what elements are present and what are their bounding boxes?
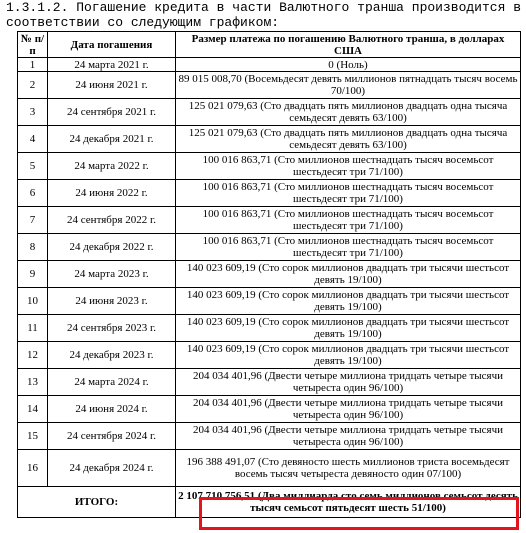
row-num: 6 — [18, 180, 48, 207]
row-num: 13 — [18, 369, 48, 396]
row-amount: 204 034 401,96 (Двести четыре миллиона тридцать четыре тысячи четыреста один 96/100) — [176, 396, 521, 423]
row-amount: 0 (Ноль) — [176, 58, 521, 72]
row-date: 24 декабря 2022 г. — [48, 234, 176, 261]
table-row — [18, 99, 521, 126]
row-date: 24 сентября 2021 г. — [48, 99, 176, 126]
row-date: 24 декабря 2023 г. — [48, 342, 176, 369]
table-header-row — [18, 32, 521, 58]
row-num: 11 — [18, 315, 48, 342]
row-date: 24 июня 2022 г. — [48, 180, 176, 207]
row-amount: 140 023 609,19 (Сто сорок миллионов двадцать три тысячи шестьсот девять 19/100) — [176, 261, 521, 288]
row-date: 24 марта 2021 г. — [48, 58, 176, 72]
row-date: 24 июня 2021 г. — [48, 72, 176, 99]
row-num: 1 — [18, 58, 48, 72]
repayment-schedule-table — [17, 31, 521, 518]
row-amount: 125 021 079,63 (Сто двадцать пять миллионов двадцать одна тысяча семьдесят девять 63/100) — [176, 99, 521, 126]
row-date: 24 июня 2024 г. — [48, 396, 176, 423]
table-row — [18, 450, 521, 487]
total-label: ИТОГО: — [18, 487, 176, 518]
intro-paragraph — [6, 0, 521, 30]
table-row — [18, 207, 521, 234]
table-row — [18, 72, 521, 99]
table-row — [18, 315, 521, 342]
table-row — [18, 261, 521, 288]
row-date: 24 марта 2022 г. — [48, 153, 176, 180]
table-row — [18, 423, 521, 450]
table-row — [18, 234, 521, 261]
row-num: 3 — [18, 99, 48, 126]
row-amount: 100 016 863,71 (Сто миллионов шестнадцать тысяч восемьсот шестьдесят три 71/100) — [176, 234, 521, 261]
row-num: 4 — [18, 126, 48, 153]
total-amount: 2 107 710 756,51 (Два миллиарда сто семь миллионов семьсот десять тысяч семьсот пятьдесят шесть 51/100) — [176, 487, 521, 518]
header-num: № п/п — [18, 32, 48, 58]
row-num: 10 — [18, 288, 48, 315]
row-num: 14 — [18, 396, 48, 423]
row-amount: 100 016 863,71 (Сто миллионов шестнадцать тысяч восемьсот шестьдесят три 71/100) — [176, 180, 521, 207]
table-row — [18, 153, 521, 180]
row-date: 24 июня 2023 г. — [48, 288, 176, 315]
row-date: 24 сентября 2023 г. — [48, 315, 176, 342]
row-amount: 204 034 401,96 (Двести четыре миллиона тридцать четыре тысячи четыреста один 96/100) — [176, 369, 521, 396]
table-body — [18, 58, 521, 487]
row-date: 24 декабря 2021 г. — [48, 126, 176, 153]
intro-line-1: 1.3.1.2. Погашение кредита в части Валютного транша производится в — [6, 0, 521, 15]
row-amount: 89 015 008,70 (Восемьдесят девять миллионов пятнадцать тысяч восемь 70/100) — [176, 72, 521, 99]
row-num: 7 — [18, 207, 48, 234]
row-date: 24 сентября 2024 г. — [48, 423, 176, 450]
row-amount: 140 023 609,19 (Сто сорок миллионов двадцать три тысячи шестьсот девять 19/100) — [176, 288, 521, 315]
table-row — [18, 342, 521, 369]
total-row — [18, 487, 521, 518]
row-date: 24 декабря 2024 г. — [48, 450, 176, 487]
row-amount: 125 021 079,63 (Сто двадцать пять миллионов двадцать одна тысяча семьдесят девять 63/100) — [176, 126, 521, 153]
row-num: 8 — [18, 234, 48, 261]
row-date: 24 марта 2024 г. — [48, 369, 176, 396]
table-row — [18, 126, 521, 153]
row-num: 5 — [18, 153, 48, 180]
header-date: Дата погашения — [48, 32, 176, 58]
row-date: 24 марта 2023 г. — [48, 261, 176, 288]
row-amount: 140 023 609,19 (Сто сорок миллионов двадцать три тысячи шестьсот девять 19/100) — [176, 315, 521, 342]
row-amount: 140 023 609,19 (Сто сорок миллионов двадцать три тысячи шестьсот девять 19/100) — [176, 342, 521, 369]
row-num: 12 — [18, 342, 48, 369]
table-row — [18, 180, 521, 207]
row-num: 2 — [18, 72, 48, 99]
intro-line-2: соответствии со следующим графиком: — [6, 15, 280, 30]
row-num: 9 — [18, 261, 48, 288]
row-amount: 100 016 863,71 (Сто миллионов шестнадцать тысяч восемьсот шестьдесят три 71/100) — [176, 153, 521, 180]
row-num: 16 — [18, 450, 48, 487]
row-num: 15 — [18, 423, 48, 450]
table-row — [18, 288, 521, 315]
header-amount: Размер платежа по погашению Валютного транша, в долларах США — [176, 32, 521, 58]
table-row — [18, 396, 521, 423]
row-date: 24 сентября 2022 г. — [48, 207, 176, 234]
row-amount: 100 016 863,71 (Сто миллионов шестнадцать тысяч восемьсот шестьдесят три 71/100) — [176, 207, 521, 234]
row-amount: 204 034 401,96 (Двести четыре миллиона тридцать четыре тысячи четыреста один 96/100) — [176, 423, 521, 450]
table-row — [18, 369, 521, 396]
row-amount: 196 388 491,07 (Сто девяносто шесть миллионов триста восемьдесят восемь тысяч четыреста девяносто один 07/100) — [176, 450, 521, 487]
table-row — [18, 58, 521, 72]
